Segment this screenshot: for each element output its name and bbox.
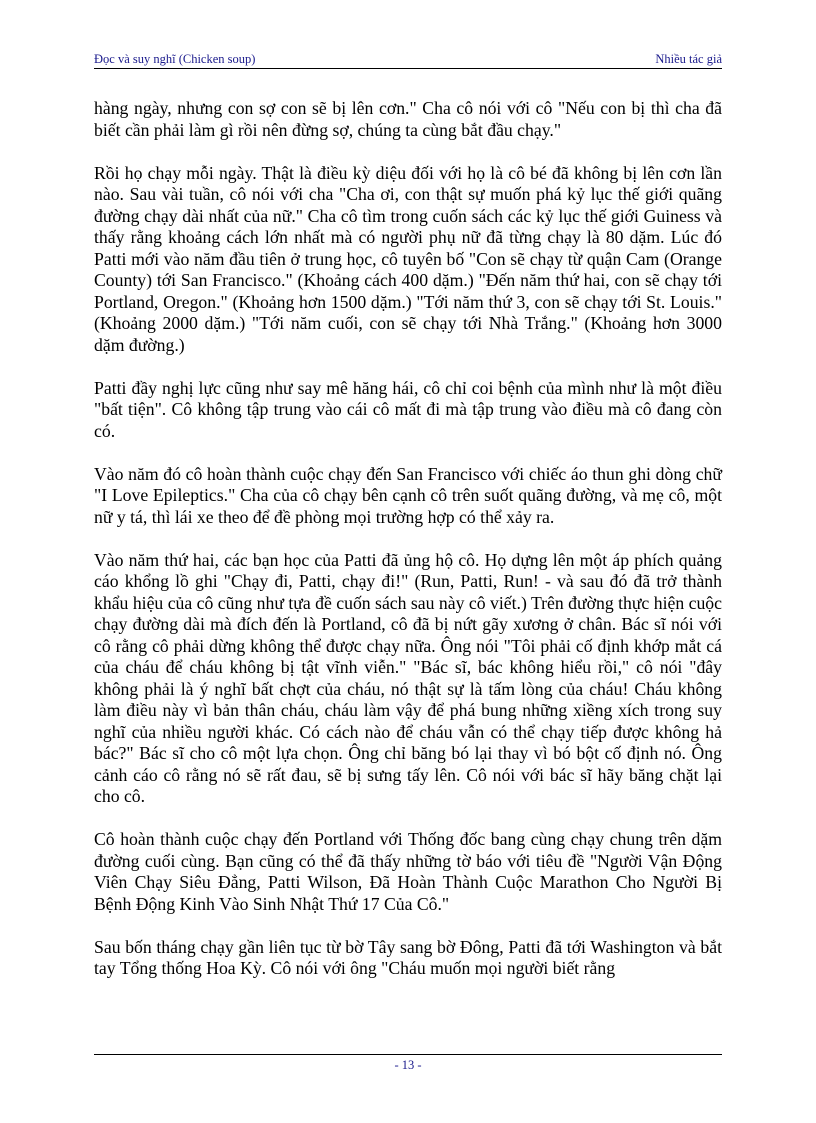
footer-divider [94, 1054, 722, 1055]
paragraph: Vào năm thứ hai, các bạn học của Patti đã ủng hộ cô. Họ dựng lên một áp phích quảng cáo khổng lồ ghi "Chạy đi, Patti, chạy đi!" (Run, Patti, Run! - và sau đó đã trở thành khẩu hiệu của cô cũng như tựa đề cuốn sách sau này cô viết.) Trên đường thực hiện cuộc chạy đường dài mà đích đến là Portland, cô đã bị nứt gãy xương ở chân. Bác sĩ nói với cô rằng cô phải dừng không thể được chạy nữa. Ông nói "Tôi phải cố định khớp mắt cá của cháu để cháu không bị tật vĩnh viễn." "Bác sĩ, bác không hiểu rồi," cô nói "đây không phải là ý nghĩ bất chợt của cháu, nó thật sự là tấm lòng của cháu! Cháu không làm điều này vì bản thân cháu, cháu làm vậy để phá bung những xiềng xích trong suy nghĩ của nhiều người khác. Có cách nào để cháu vẫn có thể chạy tiếp được không hả bác?" Bác sĩ cho cô một lựa chọn. Ông chỉ băng bó lại thay vì bó bột cố định nó. Ông cảnh cáo cô rằng nó sẽ rất đau, sẽ bị sưng tấy lên. Cô nói với bác sĩ hãy băng chặt lại cho cô. [94, 549, 722, 806]
paragraph: Vào năm đó cô hoàn thành cuộc chạy đến San Francisco với chiếc áo thun ghi dòng chữ "I Love Epileptics." Cha của cô chạy bên cạnh cô trên suốt quãng đường, và mẹ cô, một nữ y tá, thì lái xe theo để đề phòng mọi trường hợp có thể xảy ra. [94, 463, 722, 527]
header-book-title: Đọc và suy nghĩ (Chicken soup) [94, 52, 256, 66]
paragraph: Sau bốn tháng chạy gần liên tục từ bờ Tây sang bờ Đông, Patti đã tới Washington và bắt tay Tổng thống Hoa Kỳ. Cô nói với ông "Cháu muốn mọi người biết rằng [94, 936, 722, 978]
page-header [94, 52, 722, 68]
header-divider [94, 68, 722, 69]
page-body [94, 98, 722, 1001]
paragraph: Patti đầy nghị lực cũng như say mê hăng hái, cô chỉ coi bệnh của mình như là một điều "bất tiện". Cô không tập trung vào cái cô mất đi mà tập trung vào điều mà cô đang còn có. [94, 377, 722, 441]
header-author: Nhiều tác giả [655, 52, 722, 66]
paragraph: Rồi họ chạy mỗi ngày. Thật là điều kỳ diệu đối với họ là cô bé đã không bị lên cơn lần nào. Sau vài tuần, cô nói với cha "Cha ơi, con thật sự muốn phá kỷ lục thế giới quãng đường chạy dài nhất của nữ." Cha cô tìm trong cuốn sách các kỷ lục thế giới Guiness và thấy rằng khoảng cách lớn nhất mà có người phụ nữ đã từng chạy là 80 dặm. Lúc đó Patti mới vào năm đầu tiên ở trung học, cô tuyên bố "Con sẽ chạy từ quận Cam (Orange County) tới San Francisco." (Khoảng cách 400 dặm.) "Đến năm thứ hai, con sẽ chạy tới Portland, Oregon." (Khoảng hơn 1500 dặm.) "Tới năm thứ 3, con sẽ chạy tới St. Louis." (Khoảng 2000 dặm.) "Tới năm cuối, con sẽ chạy tới Nhà Trắng." (Khoảng hơn 3000 dặm đường.) [94, 162, 722, 355]
page-number: - 13 - [394, 1058, 422, 1072]
paragraph: hàng ngày, nhưng con sợ con sẽ bị lên cơn." Cha cô nói với cô "Nếu con bị thì cha đã biết cần phải làm gì rồi nên đừng sợ, chúng ta cùng bắt đầu chạy." [94, 98, 722, 140]
paragraph: Cô hoàn thành cuộc chạy đến Portland với Thống đốc bang cùng chạy chung trên dặm đường cuối cùng. Bạn cũng có thể đã thấy những tờ báo với tiêu đề "Người Vận Động Viên Chạy Siêu Đẳng, Patti Wilson, Đã Hoàn Thành Cuộc Marathon Cho Người Bị Bệnh Động Kinh Vào Sinh Nhật Thứ 17 Của Cô." [94, 829, 722, 914]
